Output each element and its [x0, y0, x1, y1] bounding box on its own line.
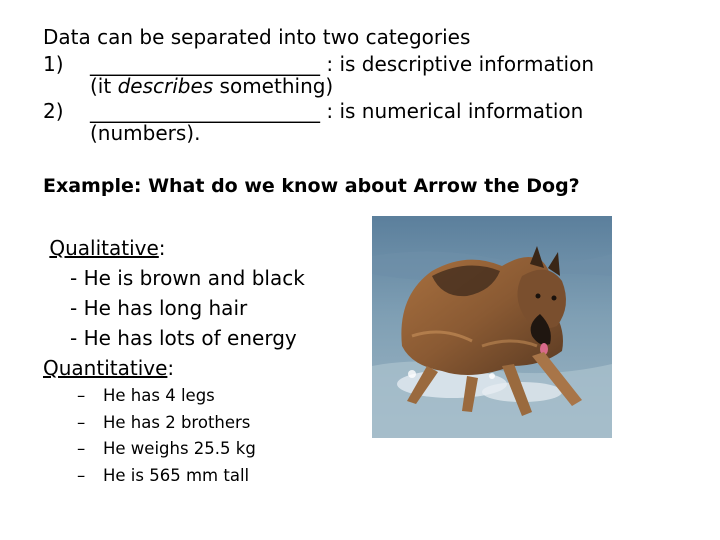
- quantitative-bullet: –: [77, 439, 86, 458]
- item2-blank: _______________________: [90, 99, 320, 123]
- item2-sub: (numbers).: [90, 121, 201, 145]
- quantitative-bullet: –: [77, 386, 86, 405]
- item1-text: : is descriptive information: [320, 52, 595, 76]
- item1-blank: _______________________: [90, 52, 320, 76]
- quantitative-bullet: –: [77, 466, 86, 485]
- quantitative-item: He is 565 mm tall: [103, 466, 250, 485]
- quantitative-heading: [43, 356, 174, 380]
- item2-line: [90, 99, 583, 123]
- item1-sub-italic: describes: [117, 74, 214, 98]
- example-question: Example: What do we know about Arrow the Dog?: [43, 175, 580, 197]
- qualitative-label: Qualitative: [49, 236, 159, 260]
- qualitative-item: - He has lots of energy: [70, 326, 297, 350]
- item2-number: 2): [43, 99, 64, 123]
- quantitative-bullet: –: [77, 413, 86, 432]
- quantitative-item: He has 2 brothers: [103, 413, 251, 432]
- qualitative-colon: :: [158, 236, 166, 260]
- qualitative-item: - He is brown and black: [70, 266, 305, 290]
- quantitative-item: He weighs 25.5 kg: [103, 439, 256, 458]
- quantitative-label: Quantitative: [43, 356, 168, 380]
- intro-heading: Data can be separated into two categories: [43, 25, 471, 49]
- dog-photo: [372, 216, 612, 438]
- dog-photo-illustration: [372, 216, 612, 438]
- item1-sub-prefix: (it: [90, 74, 118, 98]
- item1-sub: [90, 74, 333, 98]
- quantitative-colon: :: [167, 356, 175, 380]
- quantitative-item: He has 4 legs: [103, 386, 215, 405]
- qualitative-heading: [43, 236, 166, 260]
- item1-number: 1): [43, 52, 64, 76]
- qualitative-item: - He has long hair: [70, 296, 248, 320]
- item2-text: : is numerical information: [320, 99, 584, 123]
- item1-sub-suffix: something): [213, 74, 334, 98]
- item1-line: [90, 52, 594, 76]
